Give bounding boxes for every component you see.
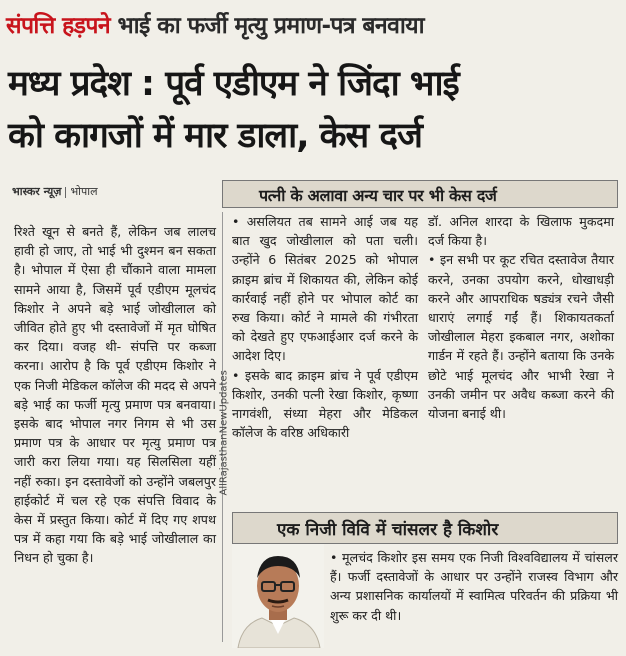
inset-heading-box [232, 512, 618, 544]
byline-source: भास्कर न्यूज़ [12, 185, 62, 198]
inset-heading: एक निजी विवि में चांसलर है किशोर [277, 520, 499, 540]
paragraph: डॉ. अनिल शारदा के खिलाफ मुकदमा दर्ज किया है। [428, 214, 614, 249]
column-4 [330, 548, 618, 625]
column-3 [428, 212, 614, 423]
portrait-photo [232, 544, 324, 648]
kicker-dark: भाई का फर्जी मृत्यु प्रमाण-पत्र बनवाया [117, 13, 424, 39]
column-1 [14, 222, 216, 568]
headline [8, 58, 620, 162]
column-2 [232, 212, 418, 442]
kicker-line [6, 4, 620, 48]
byline [12, 185, 98, 199]
watermark [216, 360, 230, 500]
watermark-text: AllRajasthanNewUpdates [218, 370, 230, 496]
paragraph: • असलियत तब सामने आई जब यह बात खुद जोखीलाल को पता चली। उन्होंने 6 सितंबर 2025 को भोपाल क्राइम ब्रांच में शिकायत की, लेकिन कोई कार्रवाई नहीं होने पर भोपाल कोर्ट का रुख किया। कोर्ट ने मामले की गंभीरता को देखते हुए एफआईआर दर्ज करने के आदेश दिए। [232, 214, 418, 364]
headline-line-1: मध्य प्रदेश : पूर्व एडीएम ने जिंदा भाई [8, 64, 459, 104]
paragraph: • मूलचंद किशोर इस समय एक निजी विश्वविद्यालय में चांसलर हैं। फर्जी दस्तावेजों के आधार पर उन्होंने राजस्व विभाग और अन्य प्रशासनिक कार्यालयों में स्वामित्व परिवर्तन की प्रक्रिया भी शुरू कर दी थी। [330, 550, 618, 623]
subhead-text: पत्नी के अलावा अन्य चार पर भी केस दर्ज [259, 186, 497, 205]
byline-divider [65, 187, 66, 198]
kicker-red: संपत्ति हड़पने [6, 13, 111, 39]
headline-line-2: को कागजों में मार डाला, केस दर्ज [8, 116, 422, 156]
portrait-illustration [232, 544, 324, 648]
paragraph: • इन सभी पर कूट रचित दस्तावेज तैयार करने, उनका उपयोग करने, धोखाधड़ी करने और आपराधिक षड्यंत्र रचने जैसी धाराएं लगाई गईं हैं। शिकायतकर्ता जोखीलाल मेहरा इकबाल नगर, अशोका गार्डन में रहते हैं। उन्होंने बताया कि उनके छोटे भाई मूलचंद और भाभी रेखा ने उनकी जमीन पर अवैध कब्जा करने की योजना बनाई थी। [428, 252, 614, 422]
byline-place: भोपाल [70, 185, 98, 198]
paragraph: रिश्ते खून से बनते हैं, लेकिन जब लालच हावी हो जाए, तो भाई भी दुश्मन बन सकता है। भोपाल में ऐसा ही चौंकाने वाला मामला सामने आया है, जिसमें पूर्व एडीएम मूलचंद किशोर ने अपने बड़े भाई जोखीलाल को जीवित होते हुए भी दस्तावेजों में मृत घोषित कर दिया। वजह थी- संपत्ति पर कब्जा करना। आरोप है कि पूर्व एडीएम किशोर ने एक निजी मेडिकल कॉलेज की मदद से अपने बड़े भाई का फर्जी मृत्यु प्रमाण पत्र बनवाया। इसके बाद भोपाल नगर निगम से भी उस प्रमाण पत्र के आधार पर मृत्यु प्रमाण पत्र जारी करा लिया गया। यह सिलसिला यहीं नहीं रुका। इन दस्तावेजों को उन्होंने जबलपुर हाईकोर्ट में चल रहे एक संपत्ति विवाद के केस में प्रस्तुत किया। कोर्ट में दिए गए शपथ पत्र में कहा गया कि बड़े भाई जोखीलाल का निधन हो चुका है। [14, 224, 216, 566]
paragraph: • इसके बाद क्राइम ब्रांच ने पूर्व एडीएम किशोर, उनकी पत्नी रेखा किशोर, कृष्णा नागवंशी, संध्या मेहरा और मेडिकल कॉलेज के वरिष्ठ अधिकारी [232, 367, 418, 441]
subhead-box [222, 180, 618, 208]
